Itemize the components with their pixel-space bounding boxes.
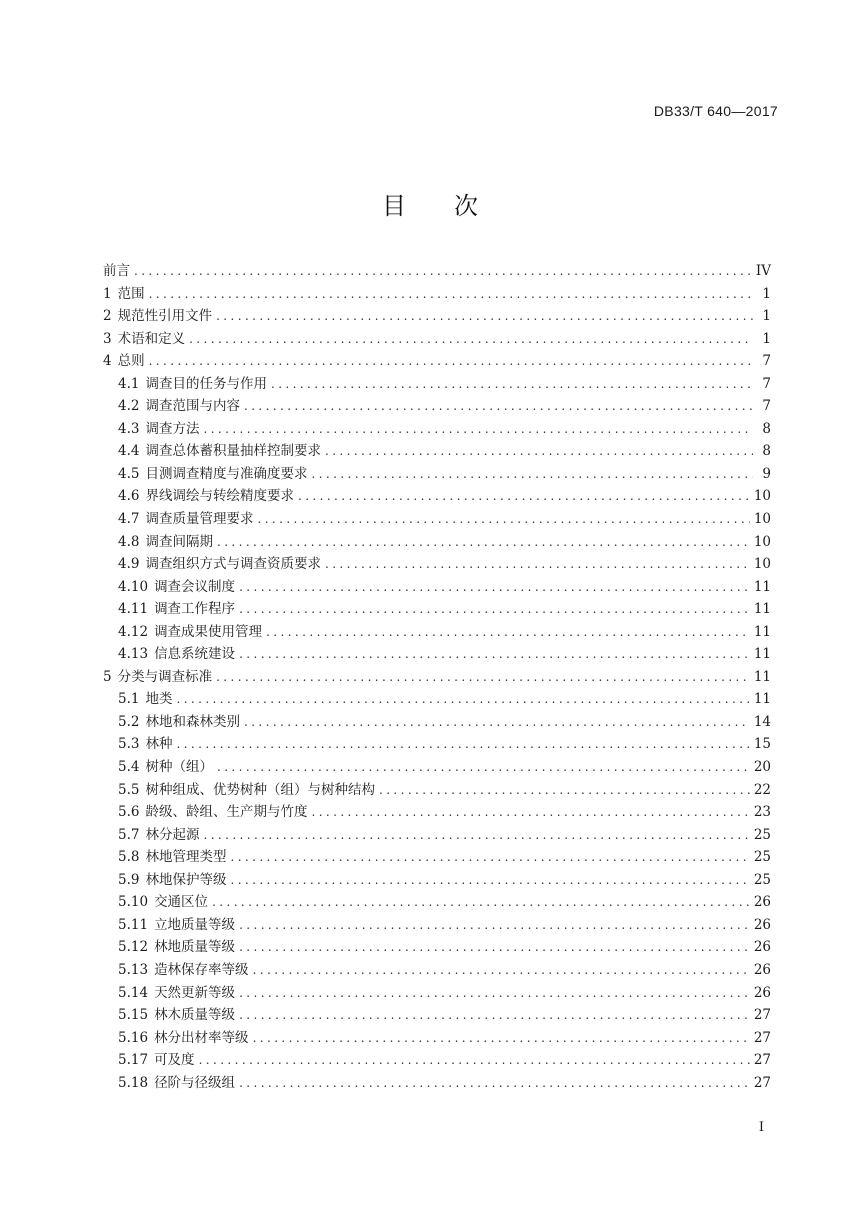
toc-leader-dots bbox=[239, 1072, 750, 1095]
toc-entry-label: 前言 bbox=[103, 263, 130, 279]
toc-entry-page: 11 bbox=[753, 578, 771, 595]
toc-entry-label: 界线调绘与转绘精度要求 bbox=[145, 488, 294, 505]
toc-entry[interactable] bbox=[103, 305, 771, 328]
toc-entry-number: 5.3 bbox=[118, 736, 140, 753]
toc-entry-page: 26 bbox=[753, 894, 771, 911]
toc-entry-number: 1 bbox=[103, 285, 112, 302]
toc-entry-page: 8 bbox=[762, 420, 771, 437]
toc-leader-dots bbox=[203, 824, 749, 847]
toc-entry-number: 5.1 bbox=[118, 691, 140, 708]
toc-entry-label: 目测调查精度与准确度要求 bbox=[145, 465, 308, 482]
toc-entry-number: 5.4 bbox=[118, 759, 140, 776]
toc-leader-dots bbox=[230, 846, 749, 869]
toc-entry-number: 5.10 bbox=[118, 894, 149, 911]
toc-entry[interactable] bbox=[103, 959, 771, 982]
toc-entry-number: 5.14 bbox=[118, 984, 149, 1001]
toc-leader-dots bbox=[239, 914, 750, 937]
toc-leader-dots bbox=[257, 508, 749, 531]
toc-entry[interactable] bbox=[103, 621, 771, 644]
toc-entry-page: 7 bbox=[762, 375, 771, 392]
toc-entry-page: 25 bbox=[753, 849, 771, 866]
toc-entry-label: 调查方法 bbox=[145, 420, 200, 437]
toc-entry[interactable] bbox=[103, 1027, 771, 1050]
toc-entry-number: 4.4 bbox=[118, 443, 140, 460]
toc-entry[interactable] bbox=[103, 440, 771, 463]
toc-entry-label: 造林保存率等级 bbox=[154, 961, 249, 978]
toc-leader-dots bbox=[230, 869, 749, 892]
toc-entry-number: 5.13 bbox=[118, 961, 149, 978]
toc-leader-dots bbox=[271, 373, 753, 396]
toc-entry-number: 5.6 bbox=[118, 804, 140, 821]
toc-entry-number: 4 bbox=[103, 353, 112, 370]
toc-entry-number: 4.10 bbox=[118, 578, 149, 595]
toc-entry-number: 4.6 bbox=[118, 488, 140, 505]
toc-entry-number: 5.11 bbox=[118, 916, 149, 933]
toc-leader-dots bbox=[149, 350, 753, 373]
toc-entry-number: 5.8 bbox=[118, 849, 140, 866]
toc-entry-page: 7 bbox=[762, 398, 771, 415]
toc-entry-number: 4.3 bbox=[118, 420, 140, 437]
toc-entry[interactable] bbox=[103, 869, 771, 892]
toc-entry-page: 10 bbox=[753, 488, 771, 505]
toc-entry[interactable] bbox=[103, 350, 771, 373]
toc-entry-number: 5.5 bbox=[118, 781, 140, 798]
toc-entry-page: 10 bbox=[753, 556, 771, 573]
toc-leader-dots bbox=[216, 305, 753, 328]
toc-entry-label: 树种（组） bbox=[145, 759, 213, 776]
toc-entry-number: 5 bbox=[103, 668, 112, 685]
toc-entry[interactable] bbox=[103, 260, 771, 283]
toc-entry-page: 26 bbox=[753, 939, 771, 956]
toc-entry-page: 7 bbox=[762, 353, 771, 370]
toc-title-char-1: 目 bbox=[382, 192, 406, 220]
toc-entry-label: 树种组成、优势树种（组）与树种结构 bbox=[145, 781, 375, 798]
toc-leader-dots bbox=[176, 733, 749, 756]
toc-entry-number: 5.12 bbox=[118, 939, 149, 956]
toc-entry[interactable] bbox=[103, 576, 771, 599]
toc-entry-label: 分类与调查标准 bbox=[117, 668, 213, 685]
toc-entry-number: 4.2 bbox=[118, 398, 140, 415]
toc-title-char-2: 次 bbox=[454, 192, 478, 220]
toc-entry-page: 25 bbox=[753, 871, 771, 888]
toc-entry[interactable] bbox=[103, 373, 771, 396]
toc-leader-dots bbox=[311, 463, 753, 486]
toc-entry[interactable] bbox=[103, 1049, 771, 1072]
toc-entry-label: 天然更新等级 bbox=[154, 984, 236, 1001]
toc-entry-number: 4.13 bbox=[118, 646, 149, 663]
toc-entry-label: 林种 bbox=[145, 736, 173, 753]
toc-leader-dots bbox=[217, 756, 750, 779]
toc-entry[interactable] bbox=[103, 982, 771, 1005]
toc-leader-dots bbox=[239, 982, 750, 1005]
toc-entry-page: 23 bbox=[753, 804, 771, 821]
toc-entry-page: 11 bbox=[753, 691, 771, 708]
toc-entry-label: 总则 bbox=[117, 353, 145, 370]
toc-leader-dots bbox=[325, 553, 750, 576]
toc-entry-page: 26 bbox=[753, 916, 771, 933]
toc-leader-dots bbox=[239, 576, 750, 599]
toc-leader-dots bbox=[134, 260, 752, 283]
toc-entry[interactable] bbox=[103, 395, 771, 418]
toc-leader-dots bbox=[266, 621, 750, 644]
toc-entry-page: 27 bbox=[753, 1007, 771, 1024]
toc-entry[interactable] bbox=[103, 328, 771, 351]
toc-entry-label: 规范性引用文件 bbox=[117, 308, 213, 325]
toc-entry-page: 11 bbox=[753, 601, 771, 618]
toc-entry[interactable] bbox=[103, 936, 771, 959]
standard-code-header: DB33/T 640—2017 bbox=[653, 103, 778, 119]
toc-entry-label: 林木质量等级 bbox=[154, 1007, 236, 1024]
toc-entry[interactable] bbox=[103, 756, 771, 779]
toc-entry-number: 5.9 bbox=[118, 871, 140, 888]
toc-leader-dots bbox=[325, 440, 753, 463]
toc-entry[interactable] bbox=[103, 485, 771, 508]
toc-leader-dots bbox=[176, 688, 749, 711]
toc-entry-number: 4.11 bbox=[118, 601, 149, 618]
toc-entry-number: 4.9 bbox=[118, 556, 140, 573]
toc-entry-number: 2 bbox=[103, 308, 112, 325]
toc-entry-page: 1 bbox=[762, 308, 771, 325]
toc-entry-number: 4.12 bbox=[118, 623, 149, 640]
toc-entry-page: 26 bbox=[753, 984, 771, 1001]
toc-entry[interactable] bbox=[103, 1004, 771, 1027]
toc-leader-dots bbox=[239, 936, 750, 959]
toc-entry-number: 4.1 bbox=[118, 375, 140, 392]
toc-entry-page: 26 bbox=[753, 961, 771, 978]
toc-entry[interactable] bbox=[103, 463, 771, 486]
toc-entry-number: 5.18 bbox=[118, 1074, 149, 1091]
toc-entry-page: 25 bbox=[753, 826, 771, 843]
toc-entry-page: 11 bbox=[753, 646, 771, 663]
toc-entry[interactable] bbox=[103, 914, 771, 937]
toc-entry[interactable] bbox=[103, 846, 771, 869]
toc-entry[interactable] bbox=[103, 891, 771, 914]
toc-entry-label: 调查目的任务与作用 bbox=[145, 375, 267, 392]
toc-entry-page: 14 bbox=[753, 713, 771, 730]
toc-entry-page: 9 bbox=[762, 465, 771, 482]
toc-entry-label: 林地管理类型 bbox=[145, 849, 227, 866]
toc-leader-dots bbox=[217, 531, 750, 554]
toc-entry[interactable] bbox=[103, 283, 771, 306]
toc-entry-label: 调查成果使用管理 bbox=[154, 623, 263, 640]
toc-entry[interactable] bbox=[103, 1072, 771, 1095]
toc-entry-page: 8 bbox=[762, 443, 771, 460]
toc-entry-page: 27 bbox=[753, 1029, 771, 1046]
toc-entry-label: 龄级、龄组、生产期与竹度 bbox=[145, 804, 308, 821]
toc-entry-number: 3 bbox=[103, 330, 112, 347]
toc-entry-label: 信息系统建设 bbox=[154, 646, 236, 663]
toc-leader-dots bbox=[239, 598, 750, 621]
toc-entry-number: 4.7 bbox=[118, 511, 140, 528]
toc-entry-label: 林分出材率等级 bbox=[154, 1029, 249, 1046]
toc-leader-dots bbox=[189, 328, 753, 351]
toc-entry[interactable] bbox=[103, 733, 771, 756]
toc-entry-label: 调查质量管理要求 bbox=[145, 511, 254, 528]
toc-title bbox=[0, 186, 860, 221]
toc-entry-label: 立地质量等级 bbox=[154, 916, 236, 933]
toc-entry-page: 20 bbox=[753, 759, 771, 776]
toc-entry[interactable] bbox=[103, 801, 771, 824]
toc-leader-dots bbox=[199, 1049, 750, 1072]
toc-entry[interactable] bbox=[103, 711, 771, 734]
toc-leader-dots bbox=[253, 1027, 750, 1050]
toc-entry-label: 范围 bbox=[117, 285, 145, 302]
toc-leader-dots bbox=[244, 395, 753, 418]
toc-entry-page: 15 bbox=[753, 736, 771, 753]
toc-entry[interactable] bbox=[103, 508, 771, 531]
toc-entry-number: 5.2 bbox=[118, 713, 140, 730]
toc-entry[interactable] bbox=[103, 824, 771, 847]
toc-entry-label: 林地和森林类别 bbox=[145, 713, 240, 730]
toc-entry-label: 术语和定义 bbox=[117, 330, 186, 347]
toc-entry-number: 4.8 bbox=[118, 533, 140, 550]
toc-entry[interactable] bbox=[103, 531, 771, 554]
toc-entry-label: 可及度 bbox=[154, 1052, 195, 1069]
toc-leader-dots bbox=[149, 283, 753, 306]
toc-entry-label: 交通区位 bbox=[154, 894, 209, 911]
toc-entry-label: 调查范围与内容 bbox=[145, 398, 240, 415]
toc-entry-label: 调查组织方式与调查资质要求 bbox=[145, 556, 321, 573]
toc-leader-dots bbox=[311, 801, 749, 824]
toc-leader-dots bbox=[298, 485, 750, 508]
toc-leader-dots bbox=[212, 891, 750, 914]
toc-entry-page: 27 bbox=[753, 1052, 771, 1069]
toc-entry-label: 调查间隔期 bbox=[145, 533, 213, 550]
toc-entry-number: 4.5 bbox=[118, 465, 140, 482]
toc-entry[interactable] bbox=[103, 418, 771, 441]
toc-entry-label: 林分起源 bbox=[145, 826, 200, 843]
toc-leader-dots bbox=[239, 643, 750, 666]
toc-entry-page: 11 bbox=[753, 623, 771, 640]
toc-entry-page: 10 bbox=[753, 511, 771, 528]
toc-entry-label: 调查总体蓄积量抽样控制要求 bbox=[145, 443, 321, 460]
toc-leader-dots bbox=[203, 418, 753, 441]
toc-entry[interactable] bbox=[103, 553, 771, 576]
toc-leader-dots bbox=[379, 779, 750, 802]
toc-entry-label: 径阶与径级组 bbox=[154, 1074, 236, 1091]
toc-entry-label: 调查工作程序 bbox=[154, 601, 236, 618]
toc-entry-page: 11 bbox=[753, 668, 771, 685]
toc-entry[interactable] bbox=[103, 598, 771, 621]
toc-entry-label: 林地质量等级 bbox=[154, 939, 236, 956]
toc-entry-label: 调查会议制度 bbox=[154, 578, 236, 595]
toc-entry[interactable] bbox=[103, 779, 771, 802]
toc-leader-dots bbox=[239, 1004, 750, 1027]
toc-entry[interactable] bbox=[103, 666, 771, 689]
toc-entry[interactable] bbox=[103, 688, 771, 711]
toc-entry-label: 地类 bbox=[145, 691, 173, 708]
table-of-contents bbox=[103, 260, 771, 1094]
toc-entry-page: IV bbox=[755, 263, 771, 279]
toc-entry-page: 1 bbox=[762, 330, 771, 347]
toc-entry-page: 22 bbox=[753, 781, 771, 798]
toc-entry-number: 5.17 bbox=[118, 1052, 149, 1069]
toc-entry-number: 5.16 bbox=[118, 1029, 149, 1046]
toc-leader-dots bbox=[216, 666, 750, 689]
page-number: I bbox=[758, 1120, 764, 1135]
toc-leader-dots bbox=[253, 959, 750, 982]
toc-entry-page: 27 bbox=[753, 1074, 771, 1091]
toc-entry-page: 10 bbox=[753, 533, 771, 550]
toc-leader-dots bbox=[244, 711, 750, 734]
toc-entry-number: 5.7 bbox=[118, 826, 140, 843]
toc-entry-label: 林地保护等级 bbox=[145, 871, 227, 888]
toc-entry-number: 5.15 bbox=[118, 1007, 149, 1024]
toc-entry[interactable] bbox=[103, 643, 771, 666]
toc-entry-page: 1 bbox=[762, 285, 771, 302]
